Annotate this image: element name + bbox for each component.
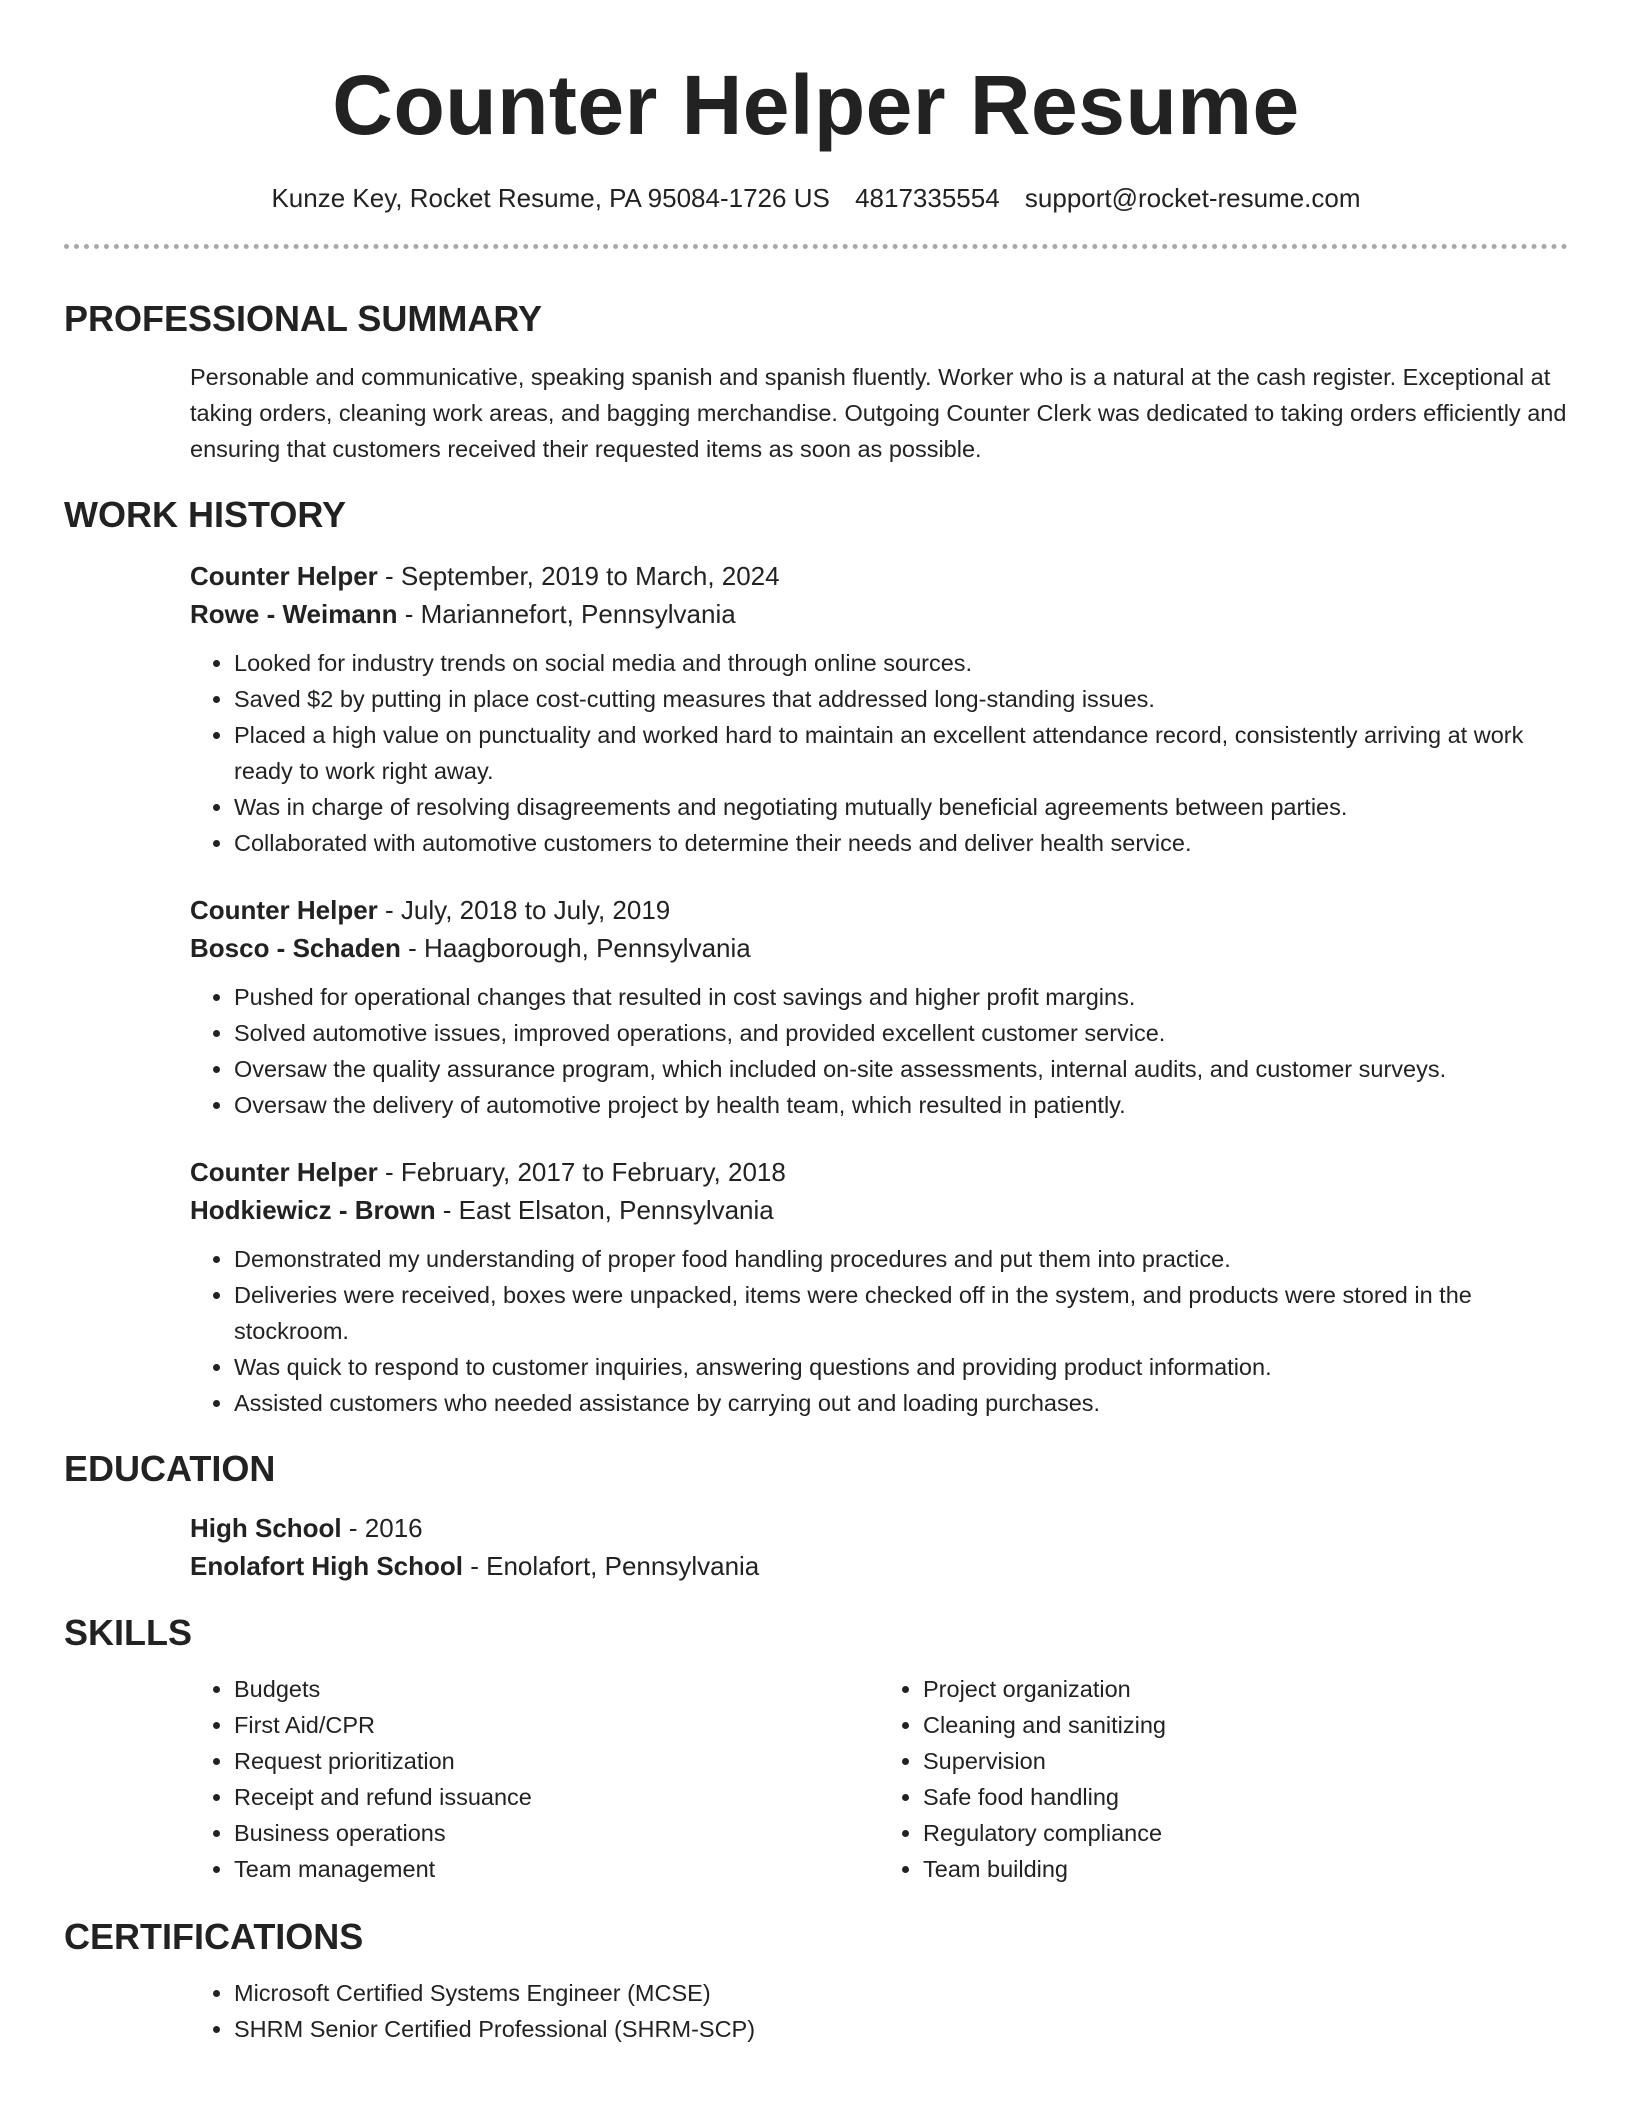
job-entry [190, 1153, 1568, 1421]
job-title-line [190, 1153, 1568, 1191]
job-title-line [190, 557, 1568, 595]
list-item: • Team management [234, 1851, 879, 1887]
list-item: • Was in charge of resolving disagreements and negotiating mutually beneficial agreements between parties. [234, 789, 1568, 825]
list-item: • Collaborated with automotive customers to determine their needs and deliver health service. [234, 825, 1568, 861]
header-divider [64, 244, 1568, 249]
list-item: • Pushed for operational changes that resulted in cost savings and higher profit margins. [234, 979, 1568, 1015]
list-item: • Cleaning and sanitizing [923, 1707, 1568, 1743]
job-title: Counter Helper [190, 561, 378, 591]
list-item: • First Aid/CPR [234, 1707, 879, 1743]
job-location: - Mariannefort, Pennsylvania [397, 599, 736, 629]
certifications-heading: CERTIFICATIONS [64, 1916, 364, 1957]
job-location: - East Elsaton, Pennsylvania [435, 1195, 774, 1225]
list-item: • Receipt and refund issuance [234, 1779, 879, 1815]
list-item: • Oversaw the quality assurance program, which included on-site assessments, internal audits, and customer surveys. [234, 1051, 1568, 1087]
list-item: • Microsoft Certified Systems Engineer (MCSE) [234, 1975, 1568, 2011]
job-bullets [190, 979, 1568, 1123]
education-school-line [190, 1547, 1568, 1585]
page-title: Counter Helper Resume [332, 58, 1300, 152]
list-item: • Deliveries were received, boxes were unpacked, items were checked off in the system, and products were stored in the stockroom. [234, 1277, 1568, 1349]
job-company: Hodkiewicz - Brown [190, 1195, 436, 1225]
list-item: • Demonstrated my understanding of proper food handling procedures and put them into practice. [234, 1241, 1568, 1277]
job-entry [190, 557, 1568, 861]
job-dates: - September, 2019 to March, 2024 [377, 561, 780, 591]
job-bullets [190, 645, 1568, 861]
list-item: • Request prioritization [234, 1743, 879, 1779]
work-history-heading: WORK HISTORY [64, 494, 347, 535]
list-item: • Business operations [234, 1815, 879, 1851]
job-entry [190, 891, 1568, 1123]
job-company-line [190, 929, 1568, 967]
list-item: • Placed a high value on punctuality and worked hard to maintain an excellent attendance record, consistently arriving at work ready to work right away. [234, 717, 1568, 789]
list-item: • Team building [923, 1851, 1568, 1887]
certifications-body [190, 1975, 1568, 2047]
certifications-list [190, 1975, 1568, 2047]
list-item: • Assisted customers who needed assistance by carrying out and loading purchases. [234, 1385, 1568, 1421]
skills-list-left [190, 1671, 879, 1887]
job-company-line [190, 1191, 1568, 1229]
job-company-line [190, 595, 1568, 633]
list-item: • Budgets [234, 1671, 879, 1707]
contact-email: support@rocket-resume.com [1024, 183, 1361, 213]
education-location: - Enolafort, Pennsylvania [463, 1551, 760, 1581]
list-item: • Regulatory compliance [923, 1815, 1568, 1851]
list-item: • Saved $2 by putting in place cost-cutting measures that addressed long-standing issues. [234, 681, 1568, 717]
education-degree-line [190, 1509, 1568, 1547]
certifications-section [64, 1915, 1568, 2047]
list-item: • Oversaw the delivery of automotive project by health team, which resulted in patiently. [234, 1087, 1568, 1123]
skills-heading: SKILLS [64, 1612, 193, 1653]
summary-heading: PROFESSIONAL SUMMARY [64, 298, 543, 339]
summary-text: Personable and communicative, speaking spanish and spanish fluently. Worker who is a natural at the cash register. Exceptional at taking orders, cleaning work areas, and bagging merchandise. Outgoing Counter Clerk was dedicated to taking orders efficiently and ensuring that customers received their requested items as soon as possible. [190, 364, 1567, 462]
list-item: • Supervision [923, 1743, 1568, 1779]
skills-section [64, 1611, 1568, 1887]
skills-list-right [879, 1671, 1568, 1887]
job-title-line [190, 891, 1568, 929]
job-company: Rowe - Weimann [190, 599, 398, 629]
work-history-section [64, 493, 1568, 1421]
job-location: - Haagborough, Pennsylvania [400, 933, 751, 963]
job-company: Bosco - Schaden [190, 933, 401, 963]
education-degree: High School [190, 1513, 342, 1543]
education-school: Enolafort High School [190, 1551, 463, 1581]
education-section [64, 1447, 1568, 1585]
job-title: Counter Helper [190, 1157, 378, 1187]
list-item: • Solved automotive issues, improved operations, and provided excellent customer service. [234, 1015, 1568, 1051]
summary-section [64, 297, 1568, 467]
job-bullets [190, 1241, 1568, 1421]
education-entry [190, 1509, 1568, 1585]
list-item: • Project organization [923, 1671, 1568, 1707]
contact-line [64, 182, 1568, 214]
job-dates: - July, 2018 to July, 2019 [377, 895, 671, 925]
contact-phone: 4817335554 [855, 183, 1000, 213]
list-item: • Looked for industry trends on social media and through online sources. [234, 645, 1568, 681]
contact-address: Kunze Key, Rocket Resume, PA 95084-1726 US [271, 183, 830, 213]
list-item: • SHRM Senior Certified Professional (SHRM-SCP) [234, 2011, 1568, 2047]
education-year: - 2016 [341, 1513, 423, 1543]
skills-columns [190, 1671, 1568, 1887]
job-dates: - February, 2017 to February, 2018 [377, 1157, 786, 1187]
list-item: • Safe food handling [923, 1779, 1568, 1815]
education-heading: EDUCATION [64, 1448, 276, 1489]
job-title: Counter Helper [190, 895, 378, 925]
list-item: • Was quick to respond to customer inquiries, answering questions and providing product information. [234, 1349, 1568, 1385]
